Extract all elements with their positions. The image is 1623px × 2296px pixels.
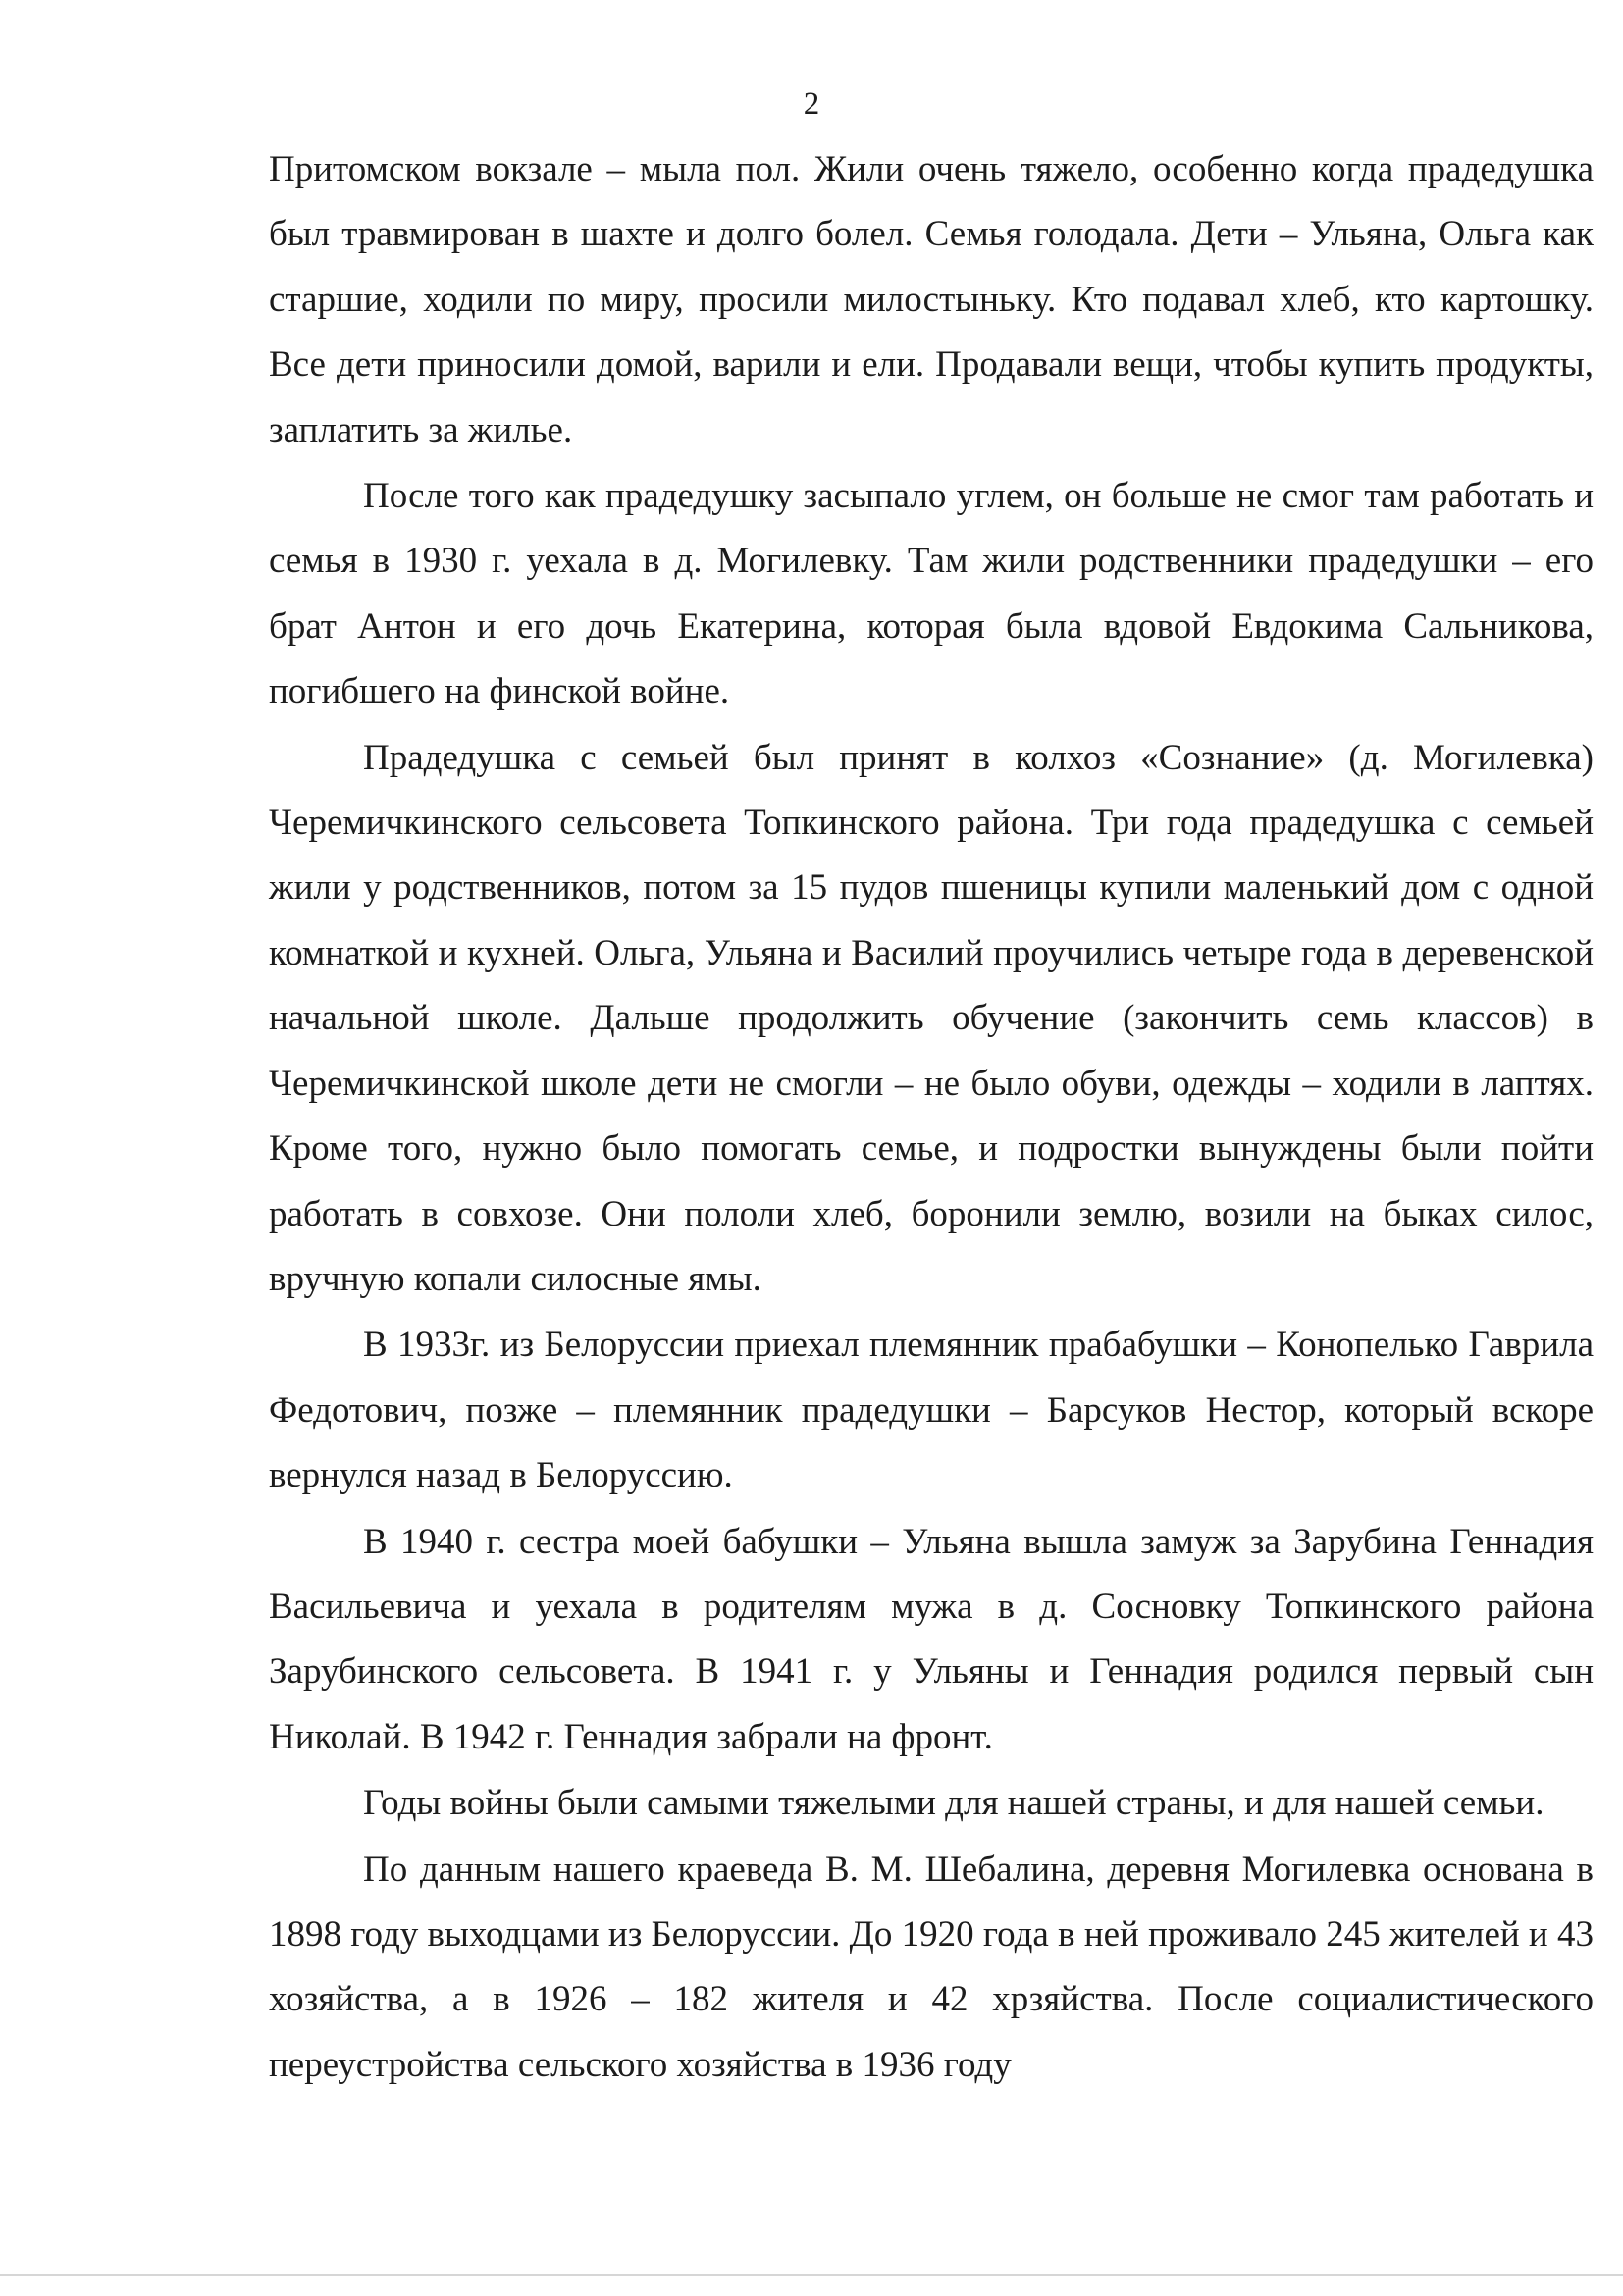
paragraph-6: Годы войны были самыми тяжелыми для нашей страны, и для нашей семьи. — [363, 1783, 1544, 1824]
body-text — [269, 137, 1594, 2098]
paragraph-7: По данным нашего краеведа В. М. Шебалина, деревня Могилевка основана в 1898 году выходцами из Белоруссии. До 1920 года в ней проживало 245 жителей и 43 хозяйства, а в 1926 – 182 жителя и 42 хрзяйства. После социалистического переустройства сельского хозяйства в 1936 году — [269, 1849, 1594, 2085]
paragraph-5: В 1940 г. сестра моей бабушки – Ульяна вышла замуж за Зарубина Геннадия Васильевича и уехала в родителям мужа в д. Сосновку Топкинского района Зарубинского сельсовета. В 1941 г. у Ульяны и Геннадия родился первый сын Николай. В 1942 г. Геннадия забрали на фронт. — [269, 1521, 1594, 1757]
page-number: 2 — [803, 86, 820, 122]
paragraph-2: После того как прадедушку засыпало углем, он больше не смог там работать и семья в 1930 г. уехала в д. Могилевку. Там жили родственники прадедушки – его брат Антон и его дочь Екатерина, которая была вдовой Евдокима Сальникова, погибшего на финской войне. — [269, 476, 1594, 712]
paragraph-1: Притомском вокзале – мыла пол. Жили очень тяжело, особенно когда прадедушка был травмирован в шахте и долго болел. Семья голодала. Дети – Ульяна, Ольга как старшие, ходили по миру, просили милостыньку. Кто подавал хлеб, кто картошку. Все дети приносили домой, варили и ели. Продавали вещи, чтобы купить продукты, заплатить за жилье. — [269, 149, 1594, 450]
scan-bottom-edge — [0, 2274, 1623, 2276]
paragraph-4: В 1933г. из Белоруссии приехал племянник прабабушки – Конопелько Гаврила Федотович, позже – племянник прадедушки – Барсуков Нестор, который вскоре вернулся назад в Белоруссию. — [269, 1325, 1594, 1496]
paragraph-3: Прадедушка с семьей был принят в колхоз «Сознание» (д. Могилевка) Черемичкинского сельсовета Топкинского района. Три года прадедушка с семьей жили у родственников, потом за 15 пудов пшеницы купили маленький дом с одной комнаткой и кухней. Ольга, Ульяна и Василий проучились четыре года в деревенской начальной школе. Дальше продолжить обучение (закончить семь классов) в Черемичкинской школе дети не смогли – не было обуви, одежды – ходили в лаптях. Кроме того, нужно было помогать семье, и подростки вынуждены были пойти работать в совхозе. Они пололи хлеб, боронили землю, возили на быках силос, вручную копали силосные ямы. — [269, 737, 1594, 1299]
